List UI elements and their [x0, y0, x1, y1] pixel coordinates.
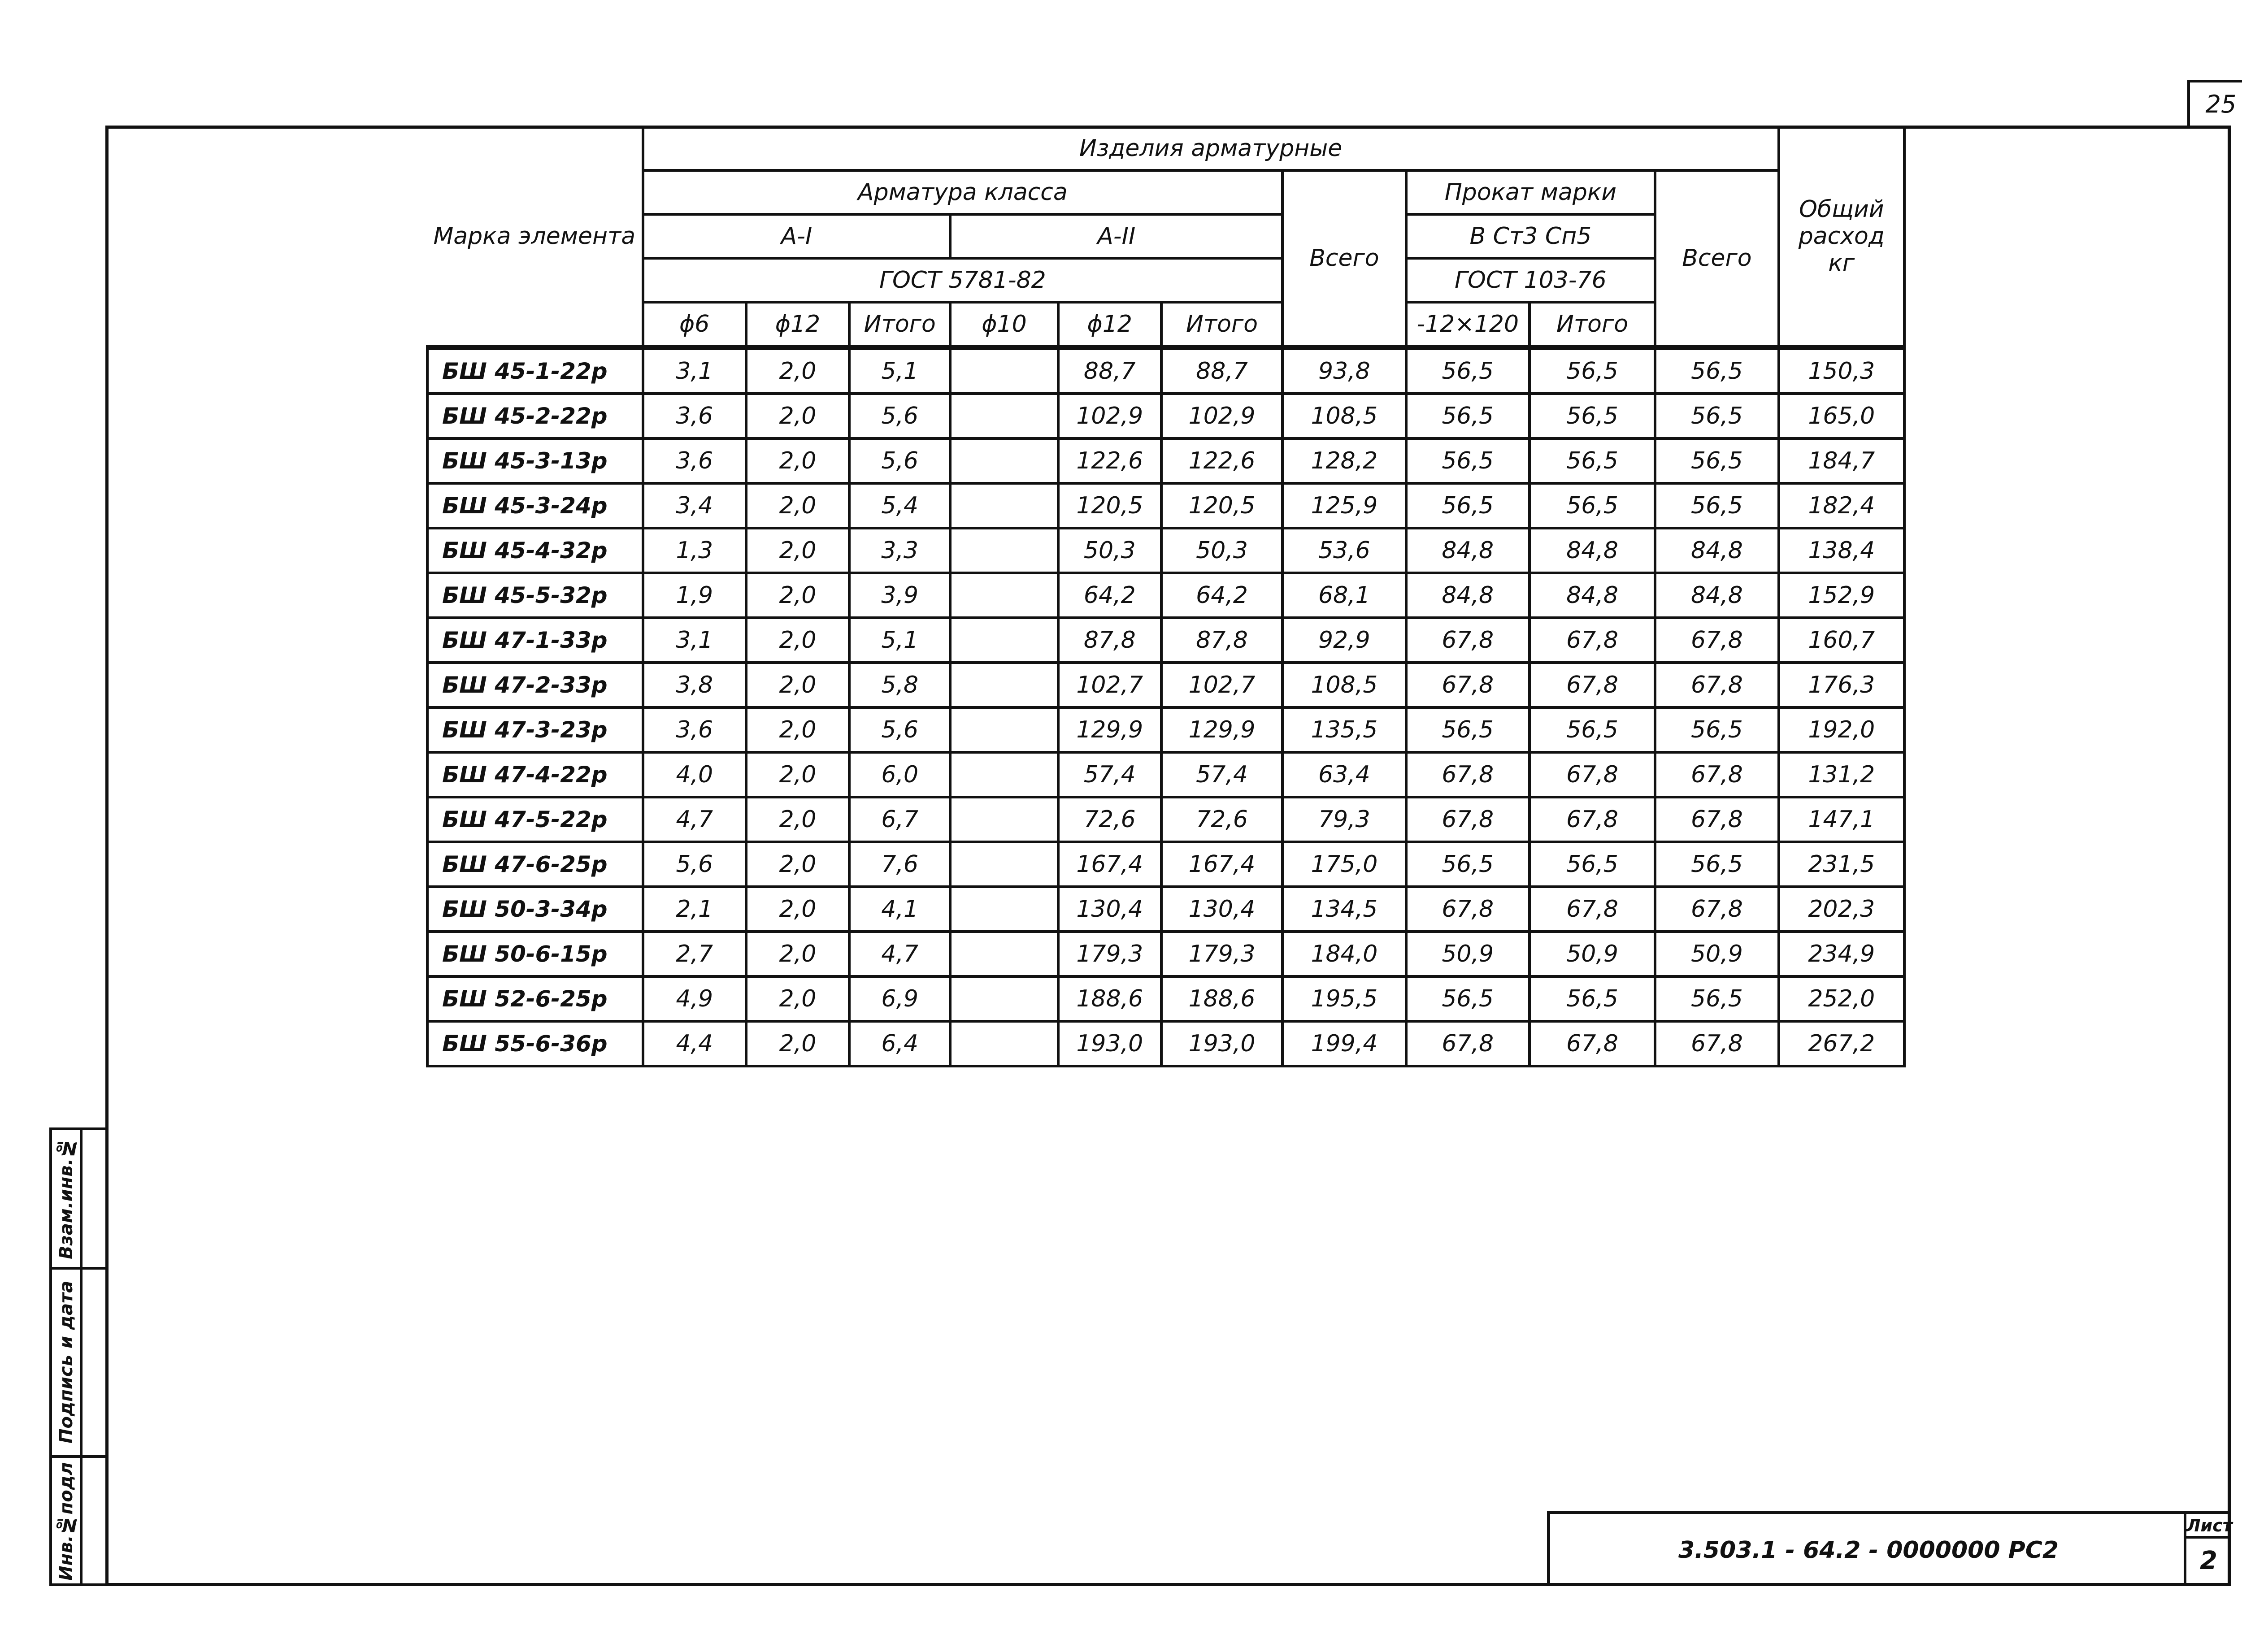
table-cell: 120,5: [1161, 483, 1282, 528]
side-label-replace-inv: Взам.инв.№: [56, 1138, 77, 1259]
element-mark-cell: БШ 47-6-25р: [427, 842, 643, 887]
table-cell: 88,7: [1161, 347, 1282, 394]
table-cell: 84,8: [1406, 573, 1529, 618]
table-cell: 179,3: [1161, 932, 1282, 976]
table-cell: 56,5: [1529, 707, 1655, 752]
table-cell: 160,7: [1779, 618, 1904, 663]
sheet-box: [2184, 1514, 2231, 1586]
table-cell: [950, 347, 1058, 394]
table-cell: 56,5: [1406, 976, 1529, 1021]
table-row: [427, 976, 1904, 1021]
header-overall: Общий расход кг: [1779, 128, 1904, 347]
col-phi6: ϕ6: [643, 302, 746, 347]
element-mark-cell: БШ 45-2-22р: [427, 394, 643, 438]
table-cell: 195,5: [1282, 976, 1406, 1021]
table-cell: 152,9: [1779, 573, 1904, 618]
table-cell: 56,5: [1655, 347, 1778, 394]
table-cell: 252,0: [1779, 976, 1904, 1021]
table-cell: 176,3: [1779, 663, 1904, 707]
table-body: [427, 347, 1904, 1066]
header-class-a2: А-II: [950, 214, 1282, 258]
side-label-sign-date: Подпись и дата: [56, 1280, 77, 1444]
table-cell: 67,8: [1529, 887, 1655, 932]
table-cell: 4,0: [643, 752, 746, 797]
table-cell: 2,0: [746, 752, 849, 797]
table-cell: 2,0: [746, 842, 849, 887]
element-mark-cell: БШ 50-6-15р: [427, 932, 643, 976]
table-cell: 56,5: [1655, 707, 1778, 752]
sheet-label: Лист: [2186, 1514, 2231, 1539]
col-itogo-2: Итого: [1161, 302, 1282, 347]
table-cell: 56,5: [1406, 842, 1529, 887]
table-cell: 108,5: [1282, 663, 1406, 707]
table-cell: [950, 976, 1058, 1021]
table-cell: 72,6: [1058, 797, 1161, 842]
sheet-number: 2: [2200, 1546, 2217, 1575]
table-cell: 56,5: [1529, 842, 1655, 887]
element-mark-cell: БШ 47-5-22р: [427, 797, 643, 842]
page-number: 25: [2187, 80, 2242, 126]
table-cell: 5,4: [849, 483, 950, 528]
header-rolled: Прокат марки: [1406, 170, 1655, 214]
table-cell: 56,5: [1529, 976, 1655, 1021]
table-cell: 5,8: [849, 663, 950, 707]
table-cell: 4,9: [643, 976, 746, 1021]
table-cell: 193,0: [1161, 1021, 1282, 1066]
table-cell: 67,8: [1655, 663, 1778, 707]
table-cell: 56,5: [1529, 438, 1655, 483]
table-cell: 2,0: [746, 438, 849, 483]
header-products: Изделия арматурные: [643, 128, 1779, 170]
table-cell: 122,6: [1161, 438, 1282, 483]
table-cell: 2,0: [746, 976, 849, 1021]
element-mark-cell: БШ 45-3-13р: [427, 438, 643, 483]
table-cell: 267,2: [1779, 1021, 1904, 1066]
table-cell: 102,7: [1161, 663, 1282, 707]
table-cell: 2,0: [746, 1021, 849, 1066]
table-cell: 188,6: [1058, 976, 1161, 1021]
table-cell: 128,2: [1282, 438, 1406, 483]
table-cell: 6,4: [849, 1021, 950, 1066]
table-cell: 125,9: [1282, 483, 1406, 528]
table-cell: [950, 752, 1058, 797]
table-cell: 2,0: [746, 707, 849, 752]
table-cell: 4,1: [849, 887, 950, 932]
table-cell: 130,4: [1058, 887, 1161, 932]
table-cell: 6,7: [849, 797, 950, 842]
table-cell: 147,1: [1779, 797, 1904, 842]
table-cell: 3,1: [643, 618, 746, 663]
table-cell: 84,8: [1655, 528, 1778, 573]
table-cell: 84,8: [1529, 573, 1655, 618]
table-cell: 138,4: [1779, 528, 1904, 573]
table-cell: 5,6: [849, 438, 950, 483]
table-cell: [950, 842, 1058, 887]
table-cell: [950, 394, 1058, 438]
table-cell: 56,5: [1529, 347, 1655, 394]
table-cell: 2,0: [746, 573, 849, 618]
table-cell: 63,4: [1282, 752, 1406, 797]
table-cell: 53,6: [1282, 528, 1406, 573]
table-cell: 56,5: [1406, 347, 1529, 394]
table-cell: [950, 483, 1058, 528]
table-cell: [950, 797, 1058, 842]
table-cell: [950, 1021, 1058, 1066]
table-cell: 56,5: [1655, 438, 1778, 483]
table-cell: 84,8: [1406, 528, 1529, 573]
table-cell: 6,9: [849, 976, 950, 1021]
table-cell: 57,4: [1058, 752, 1161, 797]
table-cell: 129,9: [1058, 707, 1161, 752]
element-mark-cell: БШ 47-3-23р: [427, 707, 643, 752]
table-cell: 167,4: [1161, 842, 1282, 887]
table-cell: 64,2: [1161, 573, 1282, 618]
table-cell: 67,8: [1655, 797, 1778, 842]
table-cell: 88,7: [1058, 347, 1161, 394]
table-cell: 135,5: [1282, 707, 1406, 752]
table-cell: 2,0: [746, 797, 849, 842]
table-cell: 3,6: [643, 438, 746, 483]
header-total-2: Всего: [1655, 170, 1778, 347]
element-mark-cell: БШ 47-4-22р: [427, 752, 643, 797]
table-cell: 150,3: [1779, 347, 1904, 394]
table-cell: 2,0: [746, 347, 849, 394]
table-cell: 57,4: [1161, 752, 1282, 797]
table-cell: 5,6: [849, 707, 950, 752]
table-cell: 68,1: [1282, 573, 1406, 618]
table-cell: 56,5: [1406, 394, 1529, 438]
table-cell: 3,9: [849, 573, 950, 618]
element-mark-cell: БШ 45-4-32р: [427, 528, 643, 573]
table-cell: 87,8: [1058, 618, 1161, 663]
table-row: [427, 887, 1904, 932]
table-cell: 84,8: [1529, 528, 1655, 573]
table-cell: 2,0: [746, 528, 849, 573]
table-cell: 67,8: [1655, 887, 1778, 932]
table-cell: 2,0: [746, 618, 849, 663]
table-cell: 67,8: [1529, 752, 1655, 797]
table-cell: 72,6: [1161, 797, 1282, 842]
table-cell: 2,0: [746, 932, 849, 976]
table-row: [427, 663, 1904, 707]
table-cell: 3,3: [849, 528, 950, 573]
table-row: [427, 707, 1904, 752]
table-cell: 67,8: [1406, 663, 1529, 707]
table-cell: 202,3: [1779, 887, 1904, 932]
header-total-1: Всего: [1282, 170, 1406, 347]
table-cell: 130,4: [1161, 887, 1282, 932]
table-cell: [950, 573, 1058, 618]
table-row: [427, 797, 1904, 842]
table-row: [427, 573, 1904, 618]
element-mark-cell: БШ 45-1-22р: [427, 347, 643, 394]
side-label-inv-no: Инв.№подл: [56, 1462, 77, 1581]
header-gost-rolled: ГОСТ 103-76: [1406, 258, 1655, 302]
table-row: [427, 483, 1904, 528]
table-cell: 102,7: [1058, 663, 1161, 707]
table-cell: 67,8: [1655, 1021, 1778, 1066]
table-cell: 56,5: [1529, 483, 1655, 528]
header-mark: Марка элемента: [427, 128, 643, 347]
table-cell: 179,3: [1058, 932, 1161, 976]
element-mark-cell: БШ 47-1-33р: [427, 618, 643, 663]
table-row: [427, 932, 1904, 976]
table-row: [427, 438, 1904, 483]
table-cell: 3,6: [643, 394, 746, 438]
table-cell: 67,8: [1655, 752, 1778, 797]
table-cell: 184,0: [1282, 932, 1406, 976]
table-cell: 50,3: [1161, 528, 1282, 573]
table-cell: 50,9: [1655, 932, 1778, 976]
document-code: 3.503.1 - 64.2 - 0000000 РС2: [1678, 1536, 2059, 1564]
table-cell: [950, 618, 1058, 663]
element-mark-cell: БШ 52-6-25р: [427, 976, 643, 1021]
table-cell: 184,7: [1779, 438, 1904, 483]
title-block: [1547, 1511, 2231, 1586]
table-cell: 64,2: [1058, 573, 1161, 618]
table-cell: 3,8: [643, 663, 746, 707]
header-class-a1: А-I: [643, 214, 951, 258]
table-cell: 56,5: [1655, 483, 1778, 528]
element-mark-cell: БШ 50-3-34р: [427, 887, 643, 932]
table-cell: 67,8: [1406, 1021, 1529, 1066]
element-mark-cell: БШ 45-3-24р: [427, 483, 643, 528]
table-cell: 167,4: [1058, 842, 1161, 887]
table-cell: 1,3: [643, 528, 746, 573]
element-mark-cell: БШ 45-5-32р: [427, 573, 643, 618]
table-cell: 129,9: [1161, 707, 1282, 752]
table-cell: 50,9: [1406, 932, 1529, 976]
table-row: [427, 752, 1904, 797]
col-strip: -12×120: [1406, 302, 1529, 347]
table-cell: 2,7: [643, 932, 746, 976]
table-cell: 131,2: [1779, 752, 1904, 797]
table-row: [427, 842, 1904, 887]
table-cell: 92,9: [1282, 618, 1406, 663]
table-cell: 67,8: [1406, 887, 1529, 932]
table-cell: 5,6: [643, 842, 746, 887]
table-cell: 4,7: [643, 797, 746, 842]
table-cell: 3,6: [643, 707, 746, 752]
col-phi10: ϕ10: [950, 302, 1058, 347]
table-cell: 84,8: [1655, 573, 1778, 618]
table-cell: 120,5: [1058, 483, 1161, 528]
table-cell: 2,0: [746, 887, 849, 932]
table-cell: 87,8: [1161, 618, 1282, 663]
table-cell: 79,3: [1282, 797, 1406, 842]
table-cell: 56,5: [1655, 394, 1778, 438]
table-cell: [950, 932, 1058, 976]
table-row: [427, 394, 1904, 438]
col-itogo-3: Итого: [1529, 302, 1655, 347]
col-phi12: ϕ12: [746, 302, 849, 347]
table-cell: 67,8: [1406, 752, 1529, 797]
table-row: [427, 528, 1904, 573]
table-cell: 192,0: [1779, 707, 1904, 752]
table-cell: 56,5: [1406, 483, 1529, 528]
table-cell: 67,8: [1655, 618, 1778, 663]
table-cell: 5,1: [849, 618, 950, 663]
header-rebar-class: Арматура класса: [643, 170, 1283, 214]
table-cell: 5,1: [849, 347, 950, 394]
table-cell: 3,4: [643, 483, 746, 528]
table-cell: 56,5: [1655, 842, 1778, 887]
table-cell: 50,9: [1529, 932, 1655, 976]
col-phi12-a2: ϕ12: [1058, 302, 1161, 347]
table-cell: 134,5: [1282, 887, 1406, 932]
table-cell: 67,8: [1529, 1021, 1655, 1066]
table-cell: 67,8: [1406, 618, 1529, 663]
table-cell: 93,8: [1282, 347, 1406, 394]
table-row: [427, 347, 1904, 394]
table-cell: 3,1: [643, 347, 746, 394]
table-cell: 234,9: [1779, 932, 1904, 976]
table-cell: [950, 887, 1058, 932]
table-cell: 56,5: [1655, 976, 1778, 1021]
table-cell: 67,8: [1406, 797, 1529, 842]
table-cell: 56,5: [1406, 707, 1529, 752]
table-cell: [950, 528, 1058, 573]
table-row: [427, 618, 1904, 663]
table-cell: 108,5: [1282, 394, 1406, 438]
table-cell: 182,4: [1779, 483, 1904, 528]
col-itogo-1: Итого: [849, 302, 950, 347]
side-strip: [49, 1127, 105, 1586]
header-gost-rebar: ГОСТ 5781-82: [643, 258, 1283, 302]
table-cell: 7,6: [849, 842, 950, 887]
table-cell: 102,9: [1161, 394, 1282, 438]
table-row: [427, 1021, 1904, 1066]
table-cell: 2,0: [746, 483, 849, 528]
table-cell: 199,4: [1282, 1021, 1406, 1066]
table-cell: [950, 707, 1058, 752]
table-cell: [950, 663, 1058, 707]
table-cell: 4,7: [849, 932, 950, 976]
table-cell: 2,1: [643, 887, 746, 932]
header-steel-grade: В Ст3 Сп5: [1406, 214, 1655, 258]
element-mark-cell: БШ 55-6-36р: [427, 1021, 643, 1066]
table-cell: 67,8: [1529, 663, 1655, 707]
table-cell: 175,0: [1282, 842, 1406, 887]
table-cell: 122,6: [1058, 438, 1161, 483]
table-cell: 1,9: [643, 573, 746, 618]
table-cell: 2,0: [746, 663, 849, 707]
table-cell: [950, 438, 1058, 483]
table-cell: 193,0: [1058, 1021, 1161, 1066]
element-mark-cell: БШ 47-2-33р: [427, 663, 643, 707]
table-cell: 4,4: [643, 1021, 746, 1066]
table-cell: 50,3: [1058, 528, 1161, 573]
table-cell: 67,8: [1529, 797, 1655, 842]
table-cell: 165,0: [1779, 394, 1904, 438]
table-cell: 56,5: [1406, 438, 1529, 483]
table-cell: 188,6: [1161, 976, 1282, 1021]
table-cell: 6,0: [849, 752, 950, 797]
table-cell: 102,9: [1058, 394, 1161, 438]
table-cell: 67,8: [1529, 618, 1655, 663]
table-cell: 231,5: [1779, 842, 1904, 887]
table-cell: 56,5: [1529, 394, 1655, 438]
table-cell: 2,0: [746, 394, 849, 438]
rebar-table: [426, 128, 1906, 1067]
table-cell: 5,6: [849, 394, 950, 438]
